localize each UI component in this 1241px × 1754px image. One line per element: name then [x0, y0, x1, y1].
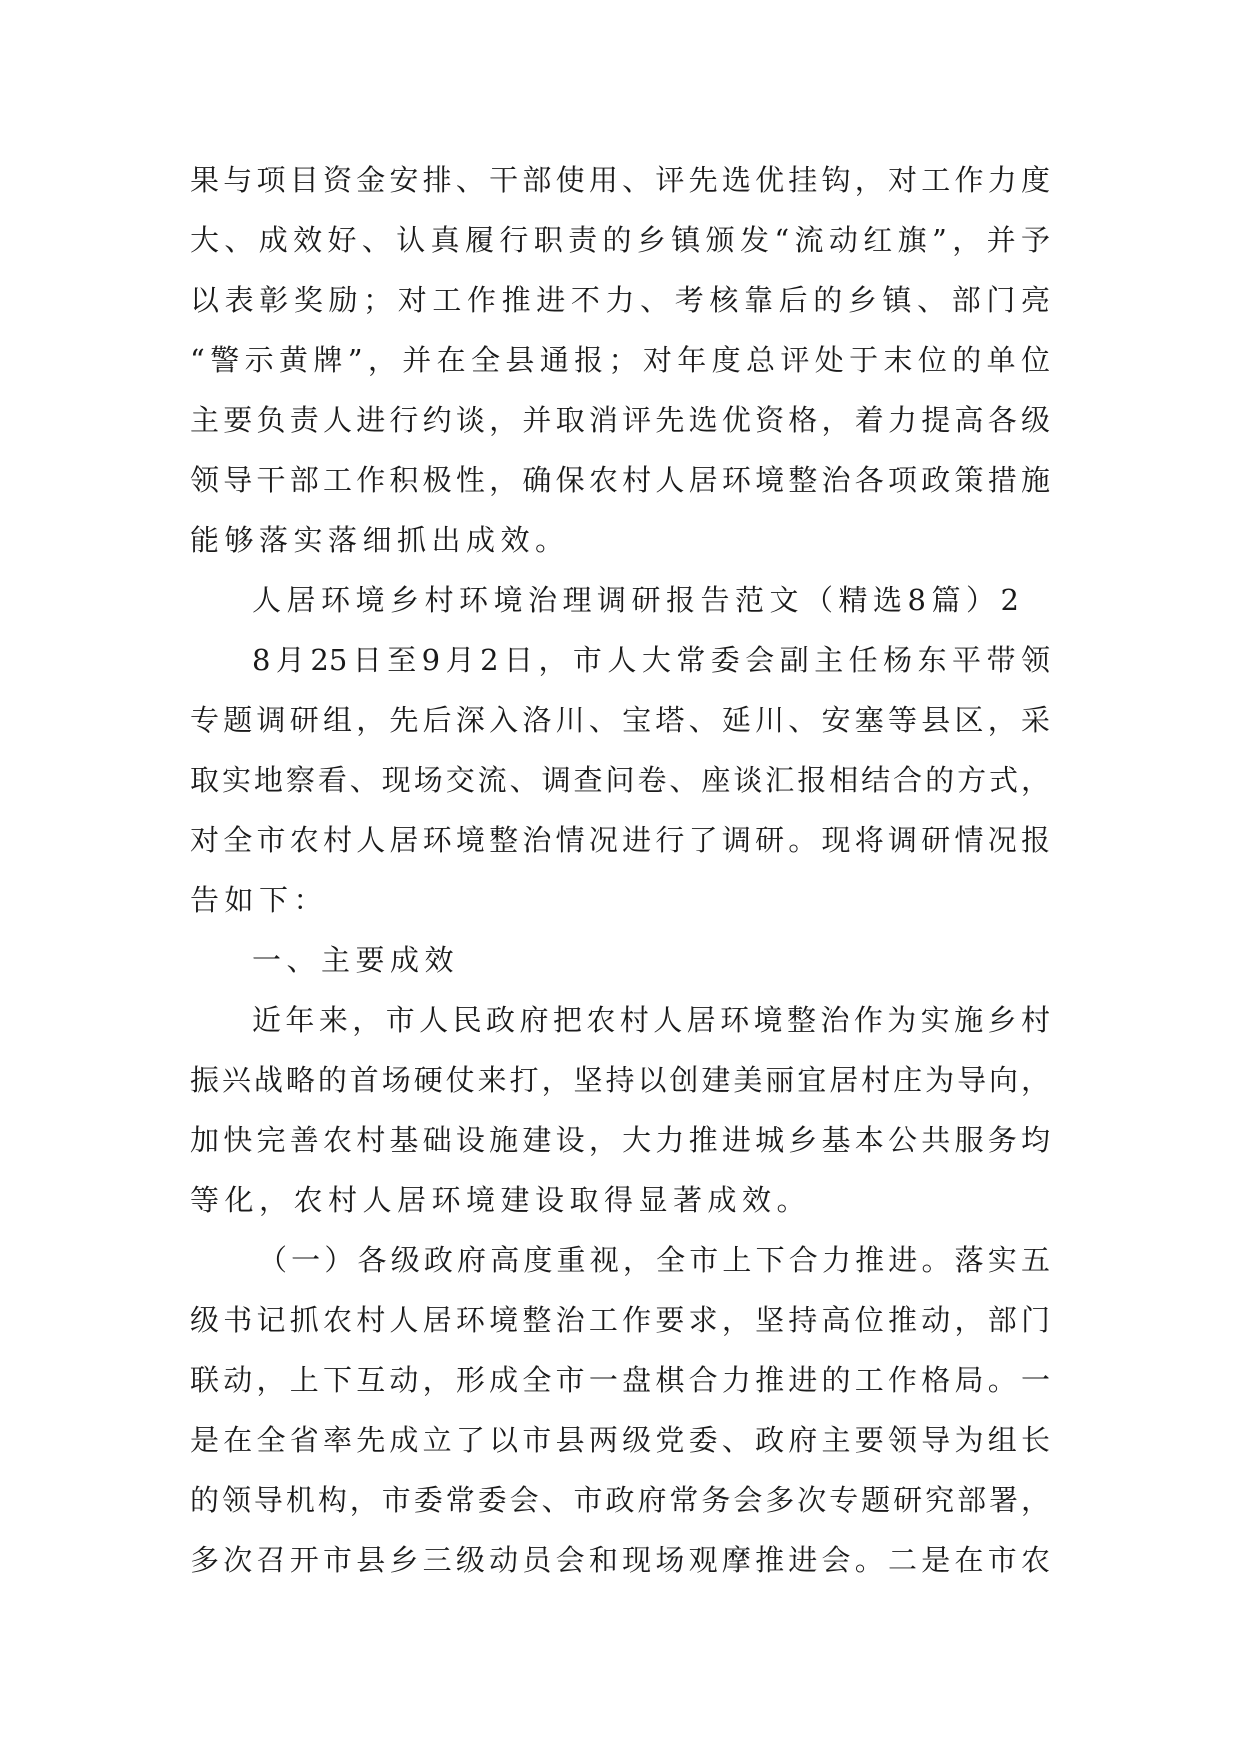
body-line: 告如下： [190, 883, 329, 917]
body-line: 的领导机构，市委常委会、市政府常务会多次专题研究部署， [190, 1483, 1050, 1517]
body-line: 领导干部工作积极性，确保农村人居环境整治各项政策措施 [190, 463, 1050, 497]
body-line: 近年来，市人民政府把农村人居环境整治作为实施乡村 [252, 1003, 1050, 1037]
subheading: 一、主要成效 [252, 943, 460, 977]
body-line: 等化，农村人居环境建设取得显著成效。 [190, 1183, 812, 1217]
body-line: 主要负责人进行约谈，并取消评先选优资格，着力提高各级 [190, 403, 1050, 437]
body-line: 振兴战略的首场硬仗来打，坚持以创建美丽宜居村庄为导向， [190, 1063, 1050, 1097]
body-line: 果与项目资金安排、干部使用、评先选优挂钩，对工作力度 [190, 163, 1050, 197]
body-line: 以表彰奖励；对工作推进不力、考核靠后的乡镇、部门亮 [190, 283, 1050, 317]
body-line: 级书记抓农村人居环境整治工作要求，坚持高位推动，部门 [190, 1303, 1050, 1337]
body-line: （一）各级政府高度重视，全市上下合力推进。落实五 [258, 1243, 1050, 1277]
document-page [190, 150, 1050, 1590]
body-line: 能够落实落细抓出成效。 [190, 523, 570, 557]
body-line: 专题调研组，先后深入洛川、宝塔、延川、安塞等县区，采 [190, 703, 1050, 737]
body-line: 取实地察看、现场交流、调查问卷、座谈汇报相结合的方式， [190, 763, 1050, 797]
body-line: 8月25日至9月2日，市人大常委会副主任杨东平带领 [252, 643, 1050, 677]
body-line: 对全市农村人居环境整治情况进行了调研。现将调研情况报 [190, 823, 1050, 857]
body-line: 是在全省率先成立了以市县两级党委、政府主要领导为组长 [190, 1423, 1050, 1457]
body-line: 加快完善农村基础设施建设，大力推进城乡基本公共服务均 [190, 1123, 1050, 1157]
body-line: 联动，上下互动，形成全市一盘棋合力推进的工作格局。一 [190, 1363, 1050, 1397]
body-line: 多次召开市县乡三级动员会和现场观摩推进会。二是在市农 [190, 1543, 1050, 1577]
section-heading: 人居环境乡村环境治理调研报告范文（精选8篇）2 [252, 583, 1025, 617]
body-line: “警示黄牌”，并在全县通报；对年度总评处于末位的单位 [190, 343, 1050, 377]
body-line: 大、成效好、认真履行职责的乡镇颁发“流动红旗”，并予 [190, 223, 1050, 257]
